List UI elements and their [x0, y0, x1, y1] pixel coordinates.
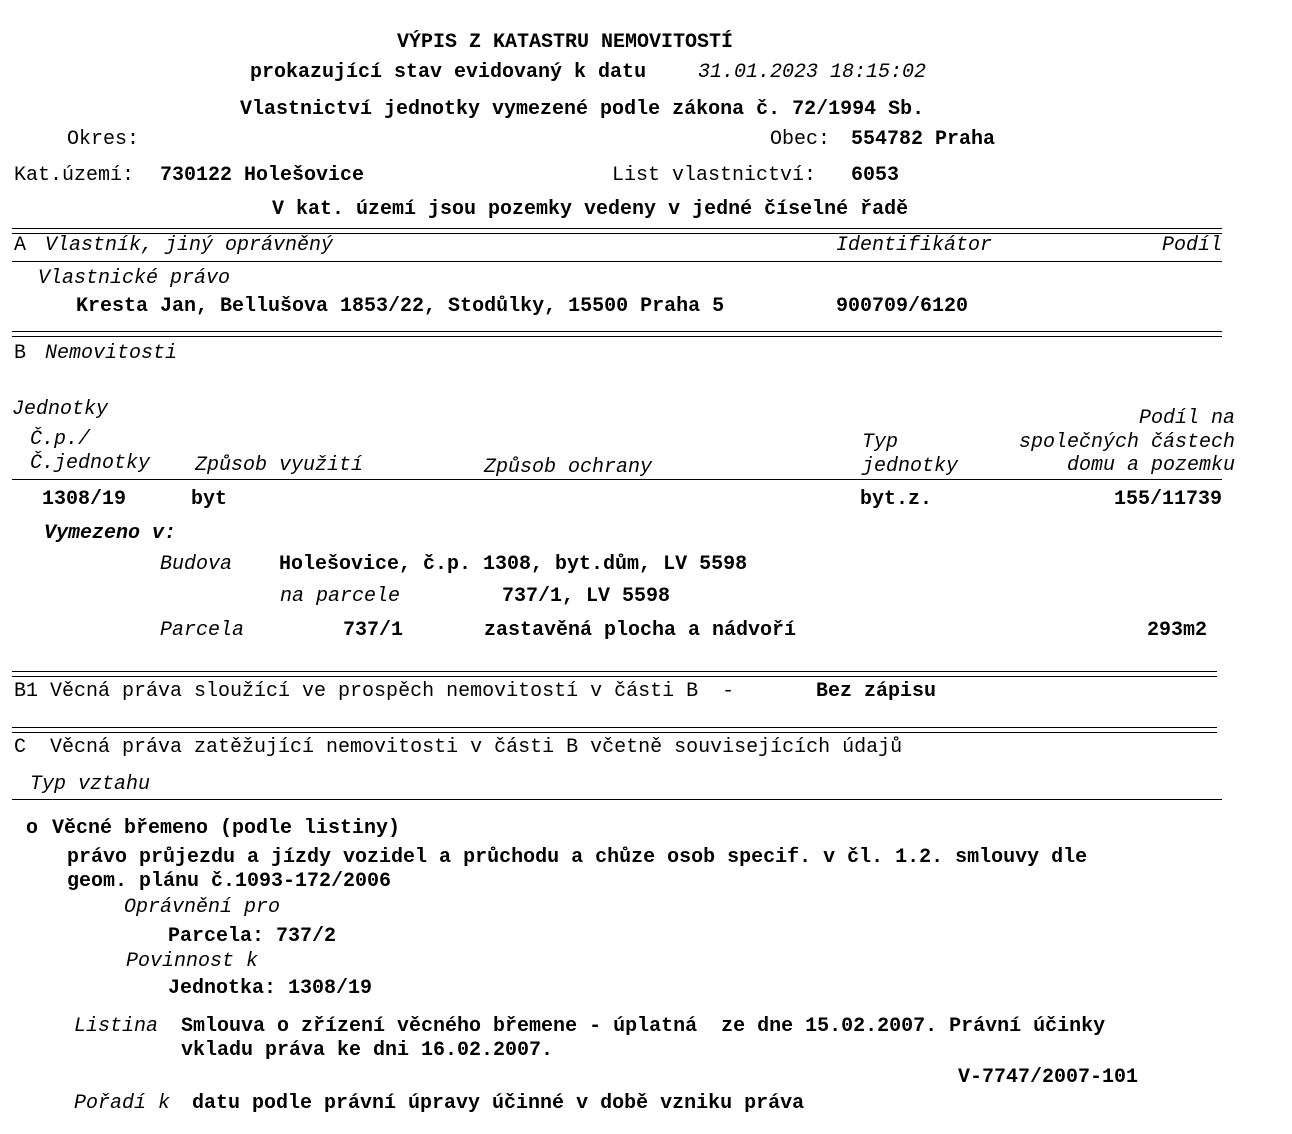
katuzemi-label: Kat.území:: [14, 164, 135, 187]
typ-vztahu-label: Typ vztahu: [30, 773, 151, 796]
divider: [12, 228, 1222, 229]
unit-use: byt: [191, 488, 228, 511]
subtitle-prefix: prokazující stav evidovaný k datu: [250, 61, 647, 84]
section-b1-value: Bez zápisu: [816, 680, 937, 703]
lv-value: 6053: [851, 164, 900, 187]
section-b1-label: B1 Věcná práva sloužící ve prospěch nemovitostí v části B -: [14, 680, 735, 703]
divider: [12, 671, 1217, 672]
listina-line-2: vkladu práva ke dni 16.02.2007.: [181, 1039, 554, 1062]
divider: [12, 479, 1222, 480]
na-parcele-value: 737/1, LV 5598: [502, 585, 671, 608]
easement-title: Věcné břemeno (podle listiny): [52, 817, 401, 840]
col-cp-1: Č.p./: [30, 428, 91, 451]
section-a-title: Vlastník, jiný oprávněný: [45, 234, 334, 257]
lv-label: List vlastnictví:: [612, 164, 817, 187]
col-typ-1: Typ: [862, 431, 899, 454]
unit-share: 155/11739: [1113, 488, 1222, 511]
easement-desc-2: geom. plánu č.1093-172/2006: [67, 870, 392, 893]
obec-label: Obec:: [770, 128, 831, 151]
col-typ-2: jednotky: [862, 455, 959, 478]
divider: [12, 727, 1217, 728]
section-a-letter: A: [14, 234, 27, 257]
jednotky-label: Jednotky: [12, 398, 109, 421]
parcela-label: Parcela: [160, 619, 245, 642]
povinnost-label: Povinnost k: [126, 950, 259, 973]
col-podil: Podíl: [1161, 234, 1222, 257]
poradi-value: datu podle právní úpravy účinné v době vzniku práva: [192, 1092, 805, 1115]
col-podil-2: společných částech: [1018, 431, 1235, 454]
owner-name-address: Kresta Jan, Bellušova 1853/22, Stodůlky, 15500 Praha 5: [76, 295, 725, 318]
unit-number: 1308/19: [42, 488, 127, 511]
parcela-area: 293m2: [1146, 619, 1207, 642]
divider: [12, 336, 1222, 337]
easement-desc-1: právo průjezdu a jízdy vozidel a průchodu a chůze osob specif. v čl. 1.2. smlouvy dle: [67, 846, 1088, 869]
col-podil-1: Podíl na: [1138, 407, 1235, 430]
opravneni-value: Parcela: 737/2: [168, 925, 337, 948]
document-title: VÝPIS Z KATASTRU NEMOVITOSTÍ: [397, 31, 734, 54]
katuzemi-value: 730122 Holešovice: [160, 164, 365, 187]
cadastre-note: V kat. území jsou pozemky vedeny v jedné číselné řadě: [272, 198, 909, 221]
section-b-title: Nemovitosti: [45, 342, 178, 365]
parcela-type: zastavěná plocha a nádvoří: [484, 619, 797, 642]
col-cp-2: Č.jednotky: [30, 452, 151, 475]
opravneni-label: Oprávnění pro: [124, 896, 281, 919]
right-type: Vlastnické právo: [38, 267, 231, 290]
unit-type: byt.z.: [860, 488, 933, 511]
listina-line-1: Smlouva o zřízení věcného břemene - úplatná ze dne 15.02.2007. Právní účinky: [181, 1015, 1106, 1038]
ownership-type: Vlastnictví jednotky vymezené podle zákona č. 72/1994 Sb.: [240, 98, 925, 121]
divider: [12, 676, 1217, 677]
listina-reference: V-7747/2007-101: [957, 1066, 1138, 1089]
na-parcele-label: na parcele: [280, 585, 401, 608]
divider: [12, 261, 1222, 262]
section-b-letter: B: [14, 342, 27, 365]
divider: [12, 331, 1222, 332]
owner-identifier: 900709/6120: [836, 295, 969, 318]
vymezeno-label: Vymezeno v:: [44, 522, 177, 545]
okres-label: Okres:: [67, 128, 140, 151]
budova-value: Holešovice, č.p. 1308, byt.dům, LV 5598: [279, 553, 748, 576]
parcela-number: 737/1: [343, 619, 404, 642]
poradi-label: Pořadí k: [74, 1092, 171, 1115]
listina-label: Listina: [74, 1015, 159, 1038]
section-c-label: C Věcná práva zatěžující nemovitosti v části B včetně souvisejících údajů: [14, 736, 903, 759]
obec-value: 554782 Praha: [851, 128, 996, 151]
col-zpusob-ochrany: Způsob ochrany: [484, 456, 653, 479]
col-zpusob-vyuziti: Způsob využití: [195, 454, 364, 477]
povinnost-value: Jednotka: 1308/19: [168, 977, 373, 1000]
col-identifikator: Identifikátor: [836, 234, 993, 257]
divider: [12, 732, 1217, 733]
col-podil-3: domu a pozemku: [1066, 454, 1235, 477]
bullet-icon: o: [26, 817, 39, 840]
divider: [12, 799, 1222, 800]
budova-label: Budova: [160, 553, 233, 576]
subtitle-date: 31.01.2023 18:15:02: [698, 61, 927, 84]
